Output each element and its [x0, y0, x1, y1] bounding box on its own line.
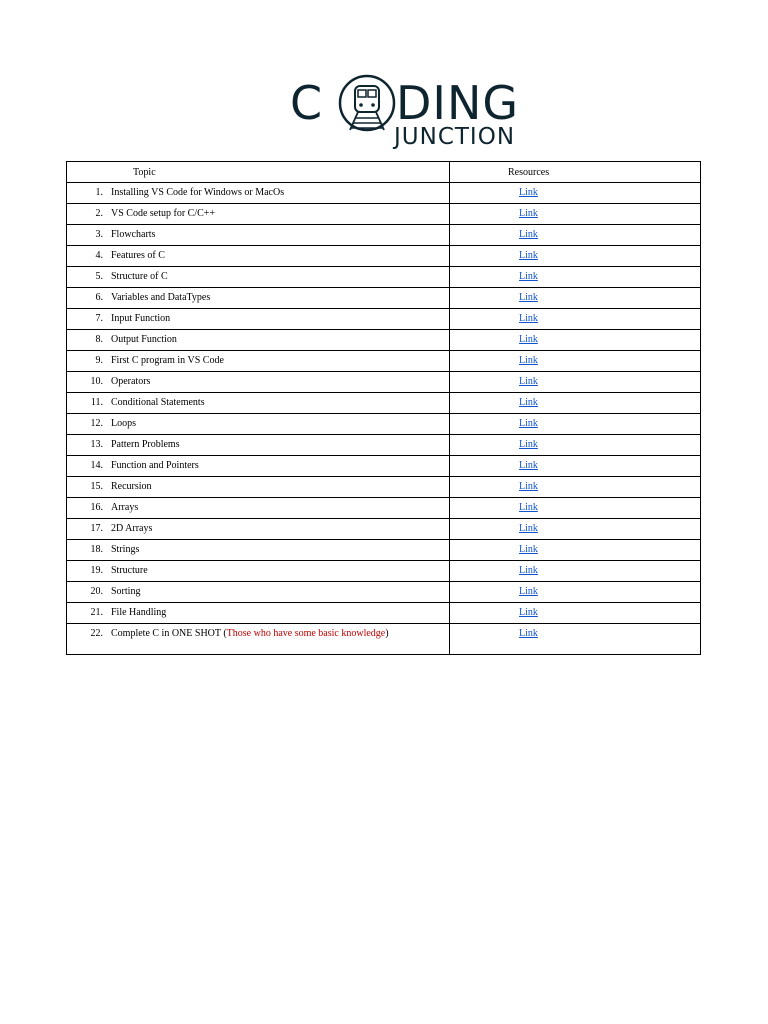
resource-link[interactable]: Link [519, 565, 538, 576]
topic-cell-content [67, 498, 449, 513]
topic-cell-content [67, 435, 449, 450]
row-number: 1. [95, 187, 103, 198]
topic-cell [67, 435, 450, 456]
table-row [67, 582, 701, 603]
row-number: 21. [90, 607, 103, 618]
resource-cell [450, 561, 701, 582]
resource-link[interactable]: Link [519, 334, 538, 345]
topic-label: Loops [111, 418, 136, 429]
resource-cell [450, 477, 701, 498]
resource-link[interactable]: Link [519, 523, 538, 534]
topic-cell [67, 561, 450, 582]
topic-cell [67, 393, 450, 414]
topic-cell [67, 582, 450, 603]
topic-label: Strings [111, 544, 140, 555]
topic-cell-content [67, 330, 449, 345]
resource-cell [450, 603, 701, 624]
resource-cell [450, 435, 701, 456]
topic-cell-content [67, 477, 449, 492]
resource-link[interactable]: Link [519, 418, 538, 429]
resource-link[interactable]: Link [519, 313, 538, 324]
row-number: 22. [90, 628, 103, 639]
table-row [67, 246, 701, 267]
resource-link[interactable]: Link [519, 397, 538, 408]
resource-cell [450, 414, 701, 435]
topic-label: Arrays [111, 502, 139, 513]
resource-cell [450, 372, 701, 393]
topic-header: Topic [67, 162, 450, 183]
resource-cell [450, 351, 701, 372]
resource-cell [450, 393, 701, 414]
resource-link[interactable]: Link [519, 460, 538, 471]
resource-cell [450, 225, 701, 246]
topic-label: 2D Arrays [111, 523, 153, 534]
resource-link[interactable]: Link [519, 607, 538, 618]
topic-cell-content [67, 288, 449, 303]
resource-link[interactable]: Link [519, 439, 538, 450]
topic-label: Installing VS Code for Windows or MacOs [111, 187, 285, 198]
topic-cell-content [67, 372, 449, 387]
resource-cell [450, 456, 701, 477]
topic-close-paren: ) [385, 628, 389, 639]
topic-cell [67, 603, 450, 624]
topic-label: Features of C [111, 250, 165, 261]
resource-cell [450, 204, 701, 225]
topic-cell-content [67, 309, 449, 324]
table-header-row [67, 162, 701, 183]
resource-cell [450, 330, 701, 351]
topic-label: Output Function [111, 334, 177, 345]
row-number: 6. [95, 292, 103, 303]
resource-link[interactable]: Link [519, 229, 538, 240]
resource-link[interactable]: Link [519, 208, 538, 219]
topic-cell [67, 624, 450, 655]
table-row [67, 183, 701, 204]
table-row [67, 603, 701, 624]
topic-label: Function and Pointers [111, 460, 199, 471]
table-row [67, 477, 701, 498]
topic-label: Structure of C [111, 271, 168, 282]
resource-link[interactable]: Link [519, 292, 538, 303]
topic-cell [67, 330, 450, 351]
topic-cell [67, 204, 450, 225]
resource-cell [450, 624, 701, 655]
topic-cell-content [67, 456, 449, 471]
topic-cell [67, 309, 450, 330]
row-number: 2. [95, 208, 103, 219]
topic-main-text: Complete C in ONE SHOT ( [111, 628, 227, 639]
topic-cell-content [67, 204, 449, 219]
topic-cell [67, 372, 450, 393]
topic-cell-content [67, 183, 449, 198]
row-number: 18. [90, 544, 103, 555]
topic-cell [67, 246, 450, 267]
logo-word-junction: JUNCTION [394, 124, 516, 150]
resource-cell [450, 519, 701, 540]
resource-link[interactable]: Link [519, 271, 538, 282]
table-row [67, 456, 701, 477]
topic-label: Conditional Statements [111, 397, 205, 408]
table-row [67, 330, 701, 351]
coding-junction-logo [286, 70, 542, 154]
resource-cell [450, 183, 701, 204]
row-number: 14. [90, 460, 103, 471]
row-number: 16. [90, 502, 103, 513]
topic-cell [67, 540, 450, 561]
table-row [67, 519, 701, 540]
row-number: 3. [95, 229, 103, 240]
topic-label: Sorting [111, 586, 141, 597]
topic-cell-content [67, 582, 449, 597]
resource-cell [450, 540, 701, 561]
table-row [67, 309, 701, 330]
row-number: 7. [95, 313, 103, 324]
topic-cell-content [67, 225, 449, 240]
topic-label [103, 628, 389, 639]
resource-cell [450, 309, 701, 330]
resource-cell [450, 246, 701, 267]
topic-label: Operators [111, 376, 151, 387]
resource-cell [450, 288, 701, 309]
resource-link[interactable]: Link [519, 544, 538, 555]
resource-cell [450, 582, 701, 603]
topic-cell [67, 351, 450, 372]
logo-word-ding: DING [396, 76, 520, 130]
topic-cell [67, 225, 450, 246]
resource-link[interactable]: Link [519, 355, 538, 366]
topic-cell-content [67, 540, 449, 555]
topic-label: Recursion [111, 481, 152, 492]
resource-link[interactable]: Link [519, 250, 538, 261]
row-number: 9. [95, 355, 103, 366]
table-row [67, 435, 701, 456]
topic-cell-content [67, 519, 449, 534]
topic-cell [67, 456, 450, 477]
topic-note: Those who have some basic knowledge [226, 628, 386, 639]
row-number: 19. [90, 565, 103, 576]
table-row [67, 498, 701, 519]
table-row [67, 267, 701, 288]
row-number: 15. [90, 481, 103, 492]
train-icon [338, 74, 396, 136]
row-number: 4. [95, 250, 103, 261]
resource-link[interactable]: Link [519, 187, 538, 198]
topic-cell-content [67, 561, 449, 576]
topic-label: File Handling [111, 607, 167, 618]
row-number: 8. [95, 334, 103, 345]
table-row [67, 540, 701, 561]
table-row [67, 393, 701, 414]
resources-header: Resources [450, 162, 701, 183]
topic-cell [67, 498, 450, 519]
table-row [67, 204, 701, 225]
resource-link[interactable]: Link [519, 481, 538, 492]
table-row [67, 288, 701, 309]
row-number: 11. [90, 397, 103, 408]
topic-cell [67, 288, 450, 309]
logo-letter-c: C [290, 76, 323, 130]
topic-label: Flowcharts [111, 229, 156, 240]
resource-link[interactable]: Link [519, 502, 538, 513]
topic-cell [67, 519, 450, 540]
topic-cell [67, 267, 450, 288]
resources-table [66, 161, 701, 655]
row-number: 12. [90, 418, 103, 429]
resource-cell [450, 498, 701, 519]
row-number: 13. [90, 439, 103, 450]
row-number: 10. [90, 376, 103, 387]
resource-link[interactable]: Link [519, 586, 538, 597]
table-row [67, 414, 701, 435]
topic-label: Input Function [111, 313, 171, 324]
row-number: 17. [90, 523, 103, 534]
topic-label: Structure [111, 565, 148, 576]
table-row [67, 624, 701, 655]
topic-cell-content [67, 414, 449, 429]
row-number: 20. [90, 586, 103, 597]
topic-cell-content [67, 246, 449, 261]
table-row [67, 225, 701, 246]
topic-cell [67, 183, 450, 204]
topic-cell-content [67, 267, 449, 282]
resource-link[interactable]: Link [519, 376, 538, 387]
topic-cell-content [67, 624, 449, 639]
row-number: 5. [95, 271, 103, 282]
resource-cell [450, 267, 701, 288]
topic-cell-content [67, 393, 449, 408]
topic-cell-content [67, 351, 449, 366]
table-row [67, 372, 701, 393]
topic-label: Variables and DataTypes [111, 292, 211, 303]
topic-cell [67, 477, 450, 498]
topic-label: First C program in VS Code [111, 355, 224, 366]
topic-cell [67, 414, 450, 435]
topic-cell-content [67, 603, 449, 618]
topic-label: Pattern Problems [111, 439, 180, 450]
resource-link[interactable]: Link [519, 628, 538, 639]
topic-label: VS Code setup for C/C++ [111, 208, 216, 219]
table-row [67, 561, 701, 582]
table-row [67, 351, 701, 372]
